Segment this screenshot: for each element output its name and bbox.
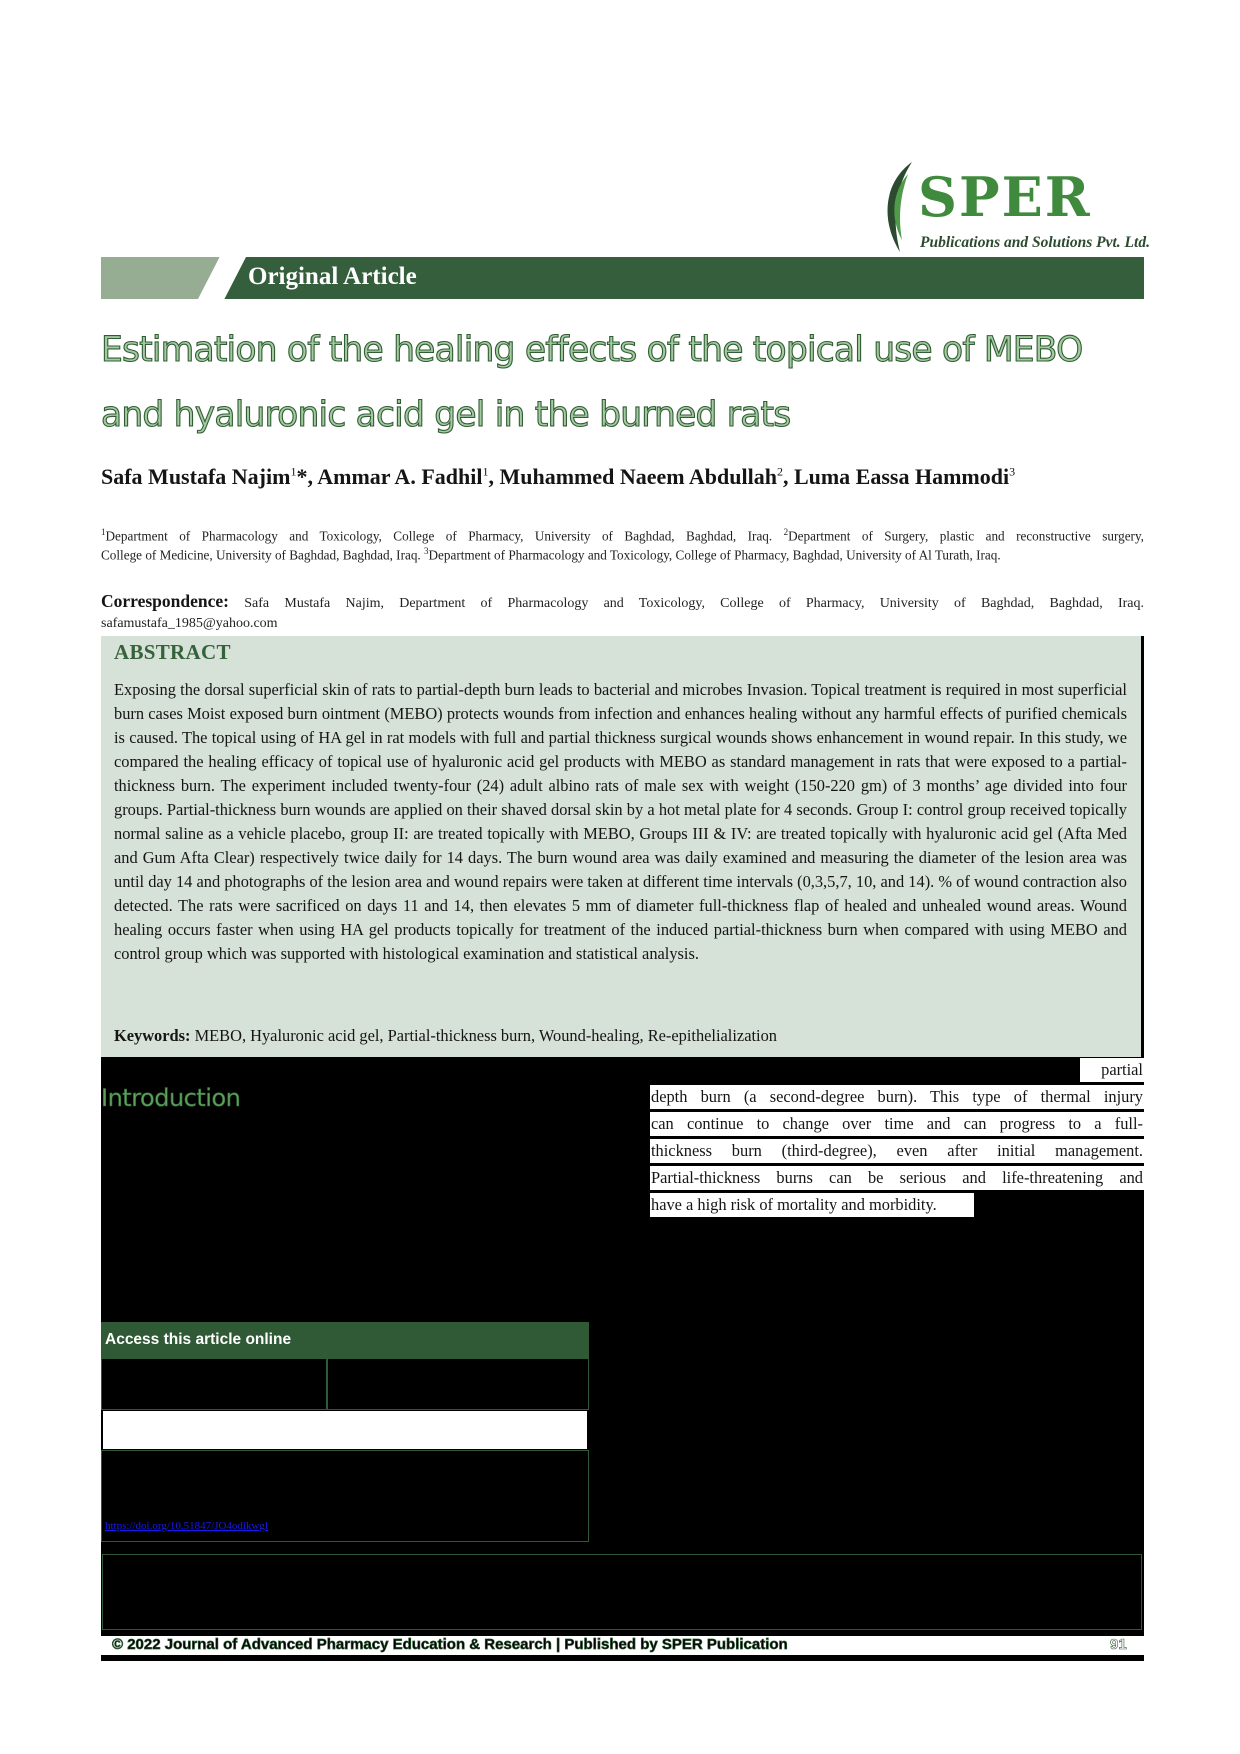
footer-copyright: © 2022 Journal of Advanced Pharmacy Education & Research | Published by SPER Publication — [112, 1636, 788, 1653]
intro-line: Partial-thickness burns can be serious and life-threatening and — [650, 1166, 1144, 1190]
affiliations-line-1: $^1$Department of Pharmacology and Toxicology, College of Pharmacy, University of Baghdad, Baghdad, Iraq. $^2$Department of Surgery, plastic and reconstructive surgery, — [101, 527, 1144, 544]
author-name: Luma Eassa Hammodi — [793, 464, 1010, 489]
correspondence-text: Safa Mustafa Najim, Department of Pharmacology and Toxicology, College of Pharmacy, University of Baghdad, Baghdad, Iraq. — [244, 596, 1145, 611]
correspondence-label: Correspondence: — [101, 591, 229, 611]
license-box — [102, 1554, 1142, 1630]
affiliations-line-2: College of Medicine, University of Baghdad, Baghdad, Iraq. $^3$Department of Pharmacology and Toxicology, College of Pharmacy, Baghdad, University of Al Turath, Iraq. — [101, 546, 1001, 563]
article-type-banner — [101, 257, 1144, 299]
keywords — [114, 1026, 1127, 1046]
abstract-text: Exposing the dorsal superficial skin of rats to partial-depth burn leads to bacterial and microbes Invasion. Topical treatment is required in most superficial burn cases Moist exposed burn ointment (MEBO) protects wounds from infection and enhances healing without any harmful effects of purified chemicals is caused. The topical using of HA gel in rat models with full and partial thickness surgical wounds shows enhancement in wound repair. In this study, we compared the healing efficacy of topical use of hyaluronic acid gel products with MEBO as standard management in rats that were exposed to a partial-thickness burn. The experiment included twenty-four (24) adult albino rats of male sex with weight (150-220 gm) of 3 months’ age divided into four groups. Partial-thickness burn wounds are applied on their shaved dorsal skin by a hot metal plate for 4 seconds. Group I: control group received topically normal saline as a vehicle placebo, group II: are treated topically with MEBO, Groups III & IV: are treated topically with hyaluronic acid gel (Afta Med and Gum Afta Clear) respectively twice daily for 14 days. The burn wound area was daily examined and measuring the diameter of the lesion area was until day 14 and photographs of the lesion area and wound repairs were taken at different time intervals (0,3,5,7, 10, and 14). % of wound contraction also detected. The rats were sacrificed on days 11 and 14, then elevates 5 mm of diameter full-thickness flap of healed and unhealed wound areas. Wound healing occurs faster when using HA gel products topically for treatment of the induced partial-thickness burn when compared with using MEBO and control group which was supported with histological examination and statistical analysis. — [114, 680, 1127, 963]
author-name: Ammar A. Fadhil — [317, 464, 483, 489]
intro-line: partial — [1080, 1058, 1144, 1082]
article-title: Estimation of the healing effects of the topical use of MEBO and hyaluronic acid gel in the burned rats — [101, 330, 1083, 435]
intro-line: depth burn (a second-degree burn). This type of thermal injury — [650, 1085, 1144, 1109]
logo-subtitle: Publications and Solutions Pvt. Ltd. — [920, 234, 1150, 251]
page-number: 91 — [1110, 1636, 1127, 1653]
author-name: Muhammed Naeem Abdullah — [499, 464, 777, 489]
access-cell-left — [101, 1358, 327, 1410]
abstract-heading: ABSTRACT — [114, 640, 231, 664]
intro-line: thickness burn (third-degree), even after initial management. — [650, 1139, 1144, 1163]
author-name: Safa Mustafa Najim — [101, 464, 291, 489]
correspondence — [101, 591, 1144, 634]
introduction-heading: Introduction — [101, 1084, 241, 1112]
access-cell-right — [327, 1358, 589, 1410]
intro-line: have a high risk of mortality and morbidity. — [650, 1193, 974, 1217]
intro-line: can continue to change over time and can progress to a full- — [650, 1112, 1144, 1136]
logo-wordmark: SPER — [918, 165, 1092, 229]
keywords-label: Keywords: — [114, 1026, 191, 1045]
access-online-heading: Access this article online — [101, 1322, 589, 1358]
correspondence-email[interactable]: safamustafa_1985@yahoo.com — [101, 616, 278, 631]
doi-link[interactable]: https://doi.org/10.51847/JO4odikwgl — [105, 1520, 268, 1532]
keywords-list: MEBO, Hyaluronic acid gel, Partial-thickness burn, Wound-healing, Re-epithelialization — [194, 1026, 777, 1045]
author-list: Safa Mustafa Najim$^1$*, Ammar A. Fadhil$^1$, Muhammed Naeem Abdullah$^2$, Luma Eassa Hammodi$^3$ — [101, 464, 1016, 489]
sper-logo — [878, 160, 1148, 260]
access-cell-blank — [102, 1410, 588, 1450]
abstract-box — [101, 636, 1144, 1057]
article-type-label: Original Article — [248, 263, 417, 290]
